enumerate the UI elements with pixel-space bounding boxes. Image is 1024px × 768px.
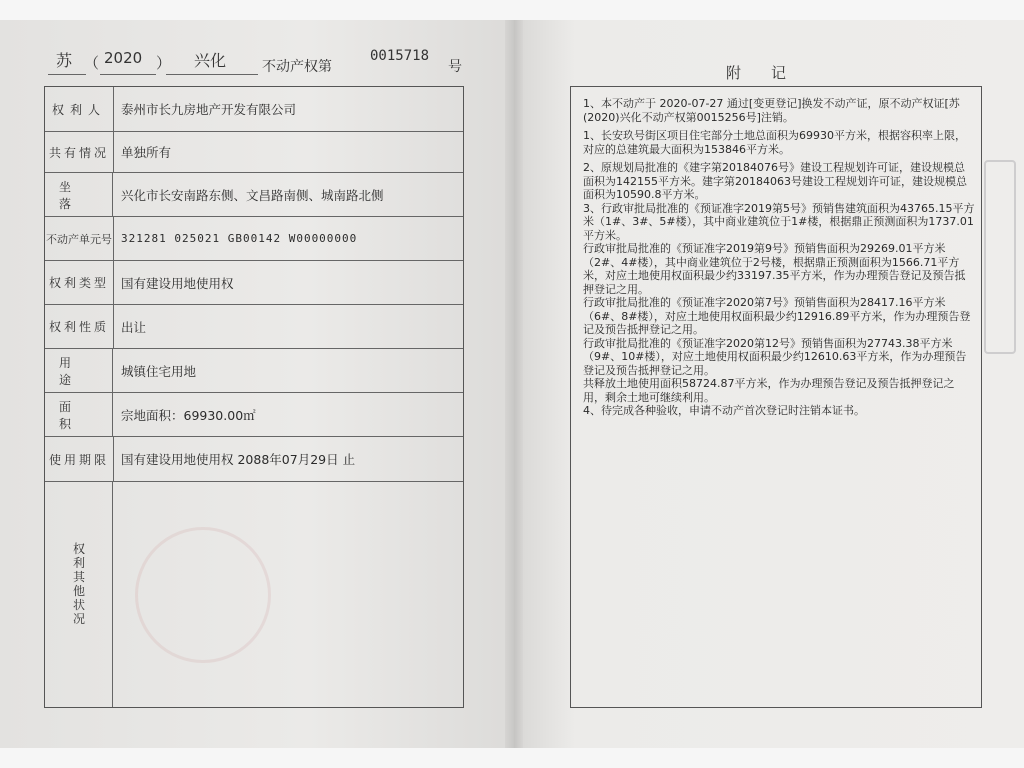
row-value: 城镇住宅用地 <box>121 363 197 379</box>
table-row <box>45 393 463 437</box>
row-value: 出让 <box>121 319 147 335</box>
note-paragraph: 3、行政审批局批准的《预证准字2019第5号》预销售建筑面积为43765.15平方米（1#、3#、5#楼），其中商业建筑位于1#楼，根据鼎正预测面积为1737.01平方米。 <box>583 201 975 242</box>
row-label: 使用期限 <box>45 437 114 481</box>
notes-title: 附记 <box>726 64 817 82</box>
note-paragraph: 2、原规划局批准的《建字第20184076号》建设工程规划许可证，建设规模总面积为142155平方米。建字第20184063号建设工程规划许可证，建设规模总面积为10590.8平方米。 <box>583 161 967 201</box>
table-row <box>45 173 463 217</box>
other-status-label: 权利其他状况 <box>72 542 85 626</box>
table-row <box>45 437 463 482</box>
province: 苏 <box>56 51 73 70</box>
row-value: 宗地面积：69930.00㎡ <box>121 407 256 423</box>
notes-text <box>583 97 975 423</box>
rights-table <box>44 86 464 708</box>
row-value: 兴化市长安南路东侧、文昌路南侧、城南路北侧 <box>121 187 384 203</box>
note-paragraph: 行政审批局批准的《预证准字2019第9号》预销售面积为29269.01平方米（2#、4#楼），其中商业建筑位于2号楼，根据鼎正预测面积为1566.71平方米，对应土地使用权面积最少约33197.35平方米，作为办理预告登记及预告抵押登记之用。 <box>583 242 966 296</box>
note-paragraph: 1、长安玖号街区项目住宅部分土地总面积为69930平方米，根据容积率上限，对应的总建筑最大面积为153846平方米。 <box>583 129 966 156</box>
row-value: 国有建设用地使用权 <box>121 275 234 291</box>
note-paragraph: 行政审批局批准的《预证准字2020第7号》预销售面积为28417.16平方米（6#、8#楼），对应土地使用权面积最少约12916.89平方米，作为办理预告登记及预告抵押登记之用。 <box>583 296 971 336</box>
page-fold <box>505 20 523 748</box>
cert-number: 0015718 <box>370 48 430 64</box>
city: 兴化 <box>194 51 227 70</box>
cert-suffix: 号 <box>448 59 462 75</box>
row-value: 国有建设用地使用权 2088年07月29日 止 <box>121 452 356 467</box>
row-label: 坐落 <box>45 173 113 216</box>
cert-year: 2020 <box>104 49 143 67</box>
note-paragraph: 1、本不动产于 2020-07-27 通过[变更登记]换发不动产证，原不动产权证[苏(2020)兴化不动产权第0015256号]注销。 <box>583 97 960 124</box>
row-label: 用途 <box>45 349 113 392</box>
bottom-border <box>0 748 1024 768</box>
row-value: 单独所有 <box>121 145 172 160</box>
table-row <box>45 261 463 305</box>
cert-label: 不动产权第 <box>262 59 332 75</box>
paren-close: ） <box>156 54 172 72</box>
row-label: 不动产单元号 <box>45 217 114 260</box>
paren-open: （ <box>84 54 100 72</box>
row-value: 321281 025021 GB00142 W00000000 <box>121 232 358 245</box>
other-status-cell <box>45 482 113 707</box>
note-paragraph: 4、待完成各种验收，申请不动产首次登记时注销本证书。 <box>583 404 865 417</box>
note-paragraph: 共释放土地使用面积58724.87平方米，作为办理预告登记及预告抵押登记之用，剩余土地可继续利用。 <box>583 377 955 404</box>
faded-seal <box>135 527 271 663</box>
row-label: 权利类型 <box>45 261 114 304</box>
table-row <box>45 132 463 173</box>
table-row <box>45 305 463 349</box>
row-label: 共有情况 <box>45 132 114 172</box>
edge-stamp <box>984 160 1016 354</box>
row-label: 权利性质 <box>45 305 114 348</box>
table-row <box>45 349 463 393</box>
row-label: 面积 <box>45 393 113 436</box>
certificate-header <box>44 46 474 76</box>
table-row <box>45 87 463 132</box>
row-label: 权利人 <box>45 87 114 131</box>
top-border <box>0 0 1024 20</box>
note-paragraph: 行政审批局批准的《预证准字2020第12号》预销售面积为27743.38平方米（9#、10#楼），对应土地使用权面积最少约12610.63平方米，作为办理预告登记及预告抵押登记之用。 <box>583 336 967 377</box>
table-row <box>45 217 463 261</box>
row-value: 泰州市长九房地产开发有限公司 <box>121 102 297 117</box>
notes-box <box>570 86 982 708</box>
